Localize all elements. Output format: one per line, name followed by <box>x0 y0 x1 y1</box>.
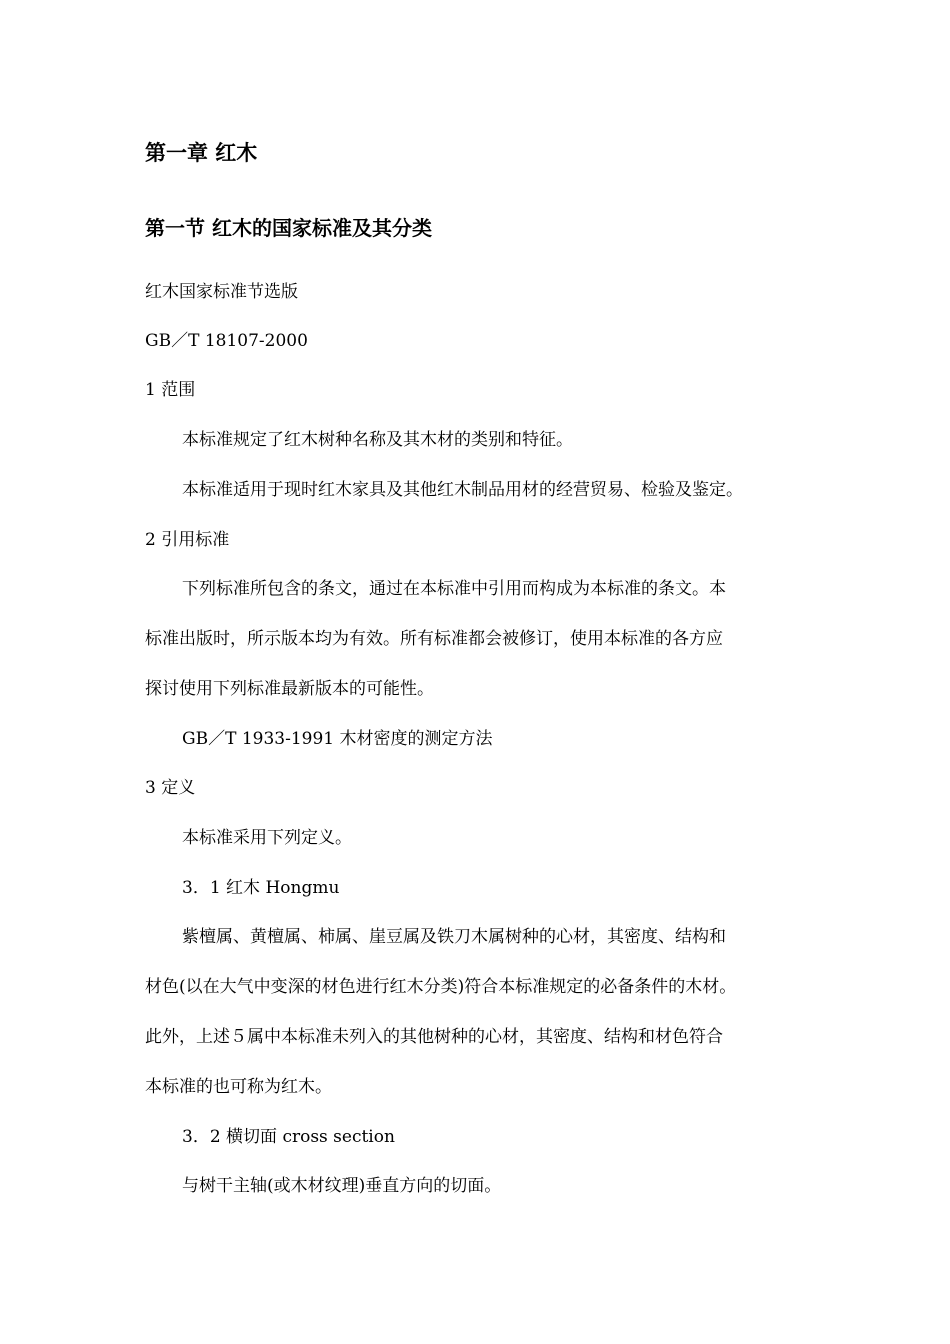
definitions-intro: 本标准采用下列定义。 <box>182 828 352 848</box>
references-paragraph-line-2: 标准出版时，所示版本均为有效。所有标准都会被修订，使用本标准的各方应 <box>145 629 723 649</box>
definition-cross-section-text: 与树干主轴(或木材纹理)垂直方向的切面。 <box>182 1176 502 1196</box>
document-page <box>145 0 815 1344</box>
definitions-heading: 3 定义 <box>145 778 196 798</box>
scope-heading: 1 范围 <box>145 380 196 400</box>
definition-hongmu-line-2: 材色(以在大气中变深的材色进行红木分类)符合本标准规定的必备条件的木材。 <box>145 977 737 997</box>
definition-cross-section-title: 3．2 横切面 cross section <box>182 1127 395 1147</box>
scope-paragraph-1: 本标准规定了红木树种名称及其木材的类别和特征。 <box>182 430 573 450</box>
references-heading: 2 引用标准 <box>145 530 230 550</box>
scope-paragraph-2: 本标准适用于现时红木家具及其他红木制品用材的经营贸易、检验及鉴定。 <box>182 480 743 500</box>
definition-hongmu-line-1: 紫檀属、黄檀属、柿属、崖豆属及铁刀木属树种的心材，其密度、结构和 <box>182 927 726 947</box>
references-paragraph-line-1: 下列标准所包含的条文，通过在本标准中引用而构成为本标准的条文。本 <box>182 579 726 599</box>
section-title: 第一节 红木的国家标准及其分类 <box>145 216 432 240</box>
definition-hongmu-line-4: 本标准的也可称为红木。 <box>145 1077 332 1097</box>
definition-hongmu-line-3: 此外，上述５属中本标准未列入的其他树种的心材，其密度、结构和材色符合 <box>145 1027 723 1047</box>
standard-code: GB／T 18107-2000 <box>145 331 308 351</box>
document-subtitle: 红木国家标准节选版 <box>145 282 298 302</box>
definition-hongmu-title: 3．1 红木 Hongmu <box>182 878 340 898</box>
reference-standard: GB／T 1933-1991 木材密度的测定方法 <box>182 729 493 749</box>
chapter-title: 第一章 红木 <box>145 141 258 165</box>
references-paragraph-line-3: 探讨使用下列标准最新版本的可能性。 <box>145 679 434 699</box>
